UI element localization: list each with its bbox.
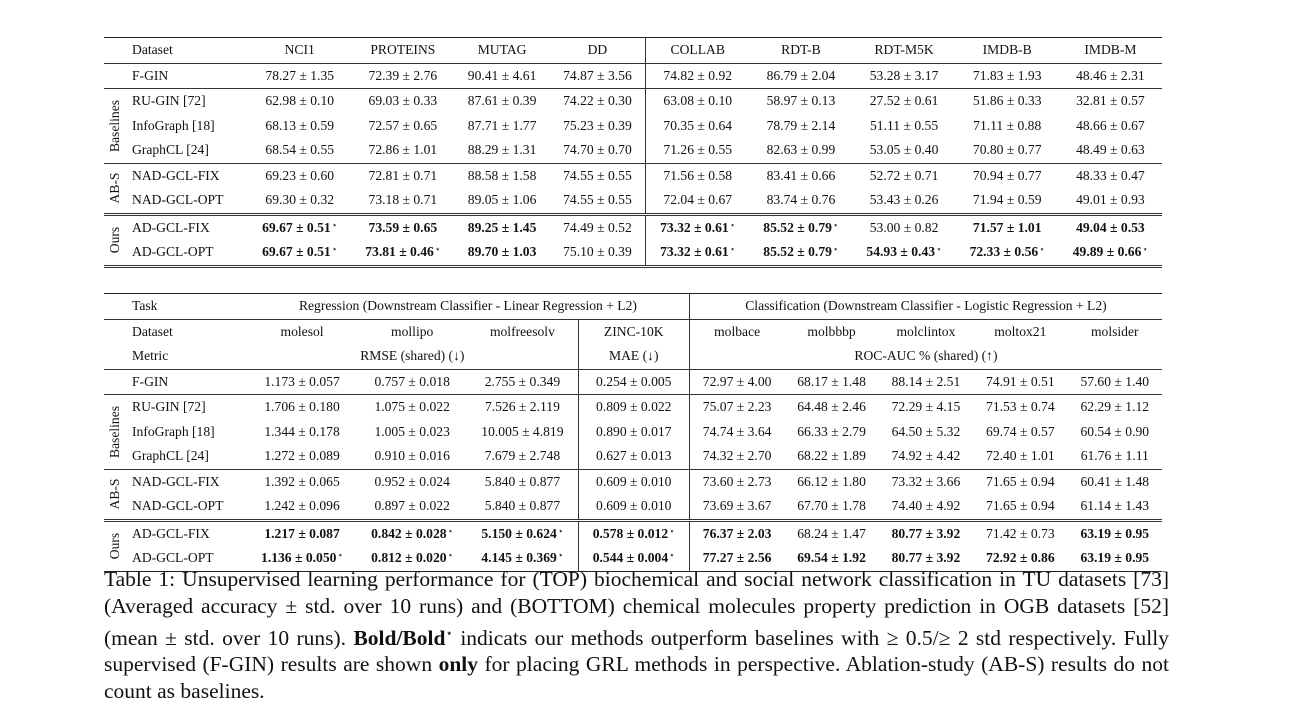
metric-cell: 1.706 ± 0.180 bbox=[264, 399, 340, 415]
metric-cell: 90.41 ± 4.61 bbox=[467, 67, 537, 83]
method-name: AD-GCL-OPT bbox=[132, 550, 214, 566]
col-header: molfreesolv bbox=[489, 323, 555, 339]
metric-cell: 71.26 ± 0.55 bbox=[646, 138, 750, 163]
metric-cell: 72.57 ± 0.65 bbox=[368, 117, 438, 133]
metric-cell: 49.04 ± 0.53 bbox=[1076, 219, 1145, 235]
metric-cell: 69.74 ± 0.57 bbox=[986, 423, 1055, 439]
metric-cell: 54.93 ± 0.43⋆ bbox=[866, 244, 942, 260]
metric-cell: 66.12 ± 1.80 bbox=[797, 473, 866, 489]
metric-cell: 72.86 ± 1.01 bbox=[368, 142, 438, 158]
col-header: mollipo bbox=[391, 323, 434, 339]
metric-cell: 83.74 ± 0.76 bbox=[766, 192, 836, 208]
table-row bbox=[104, 520, 1162, 546]
metric-cell: 80.77 ± 3.92 bbox=[891, 525, 961, 541]
metric-cell: 1.392 ± 0.065 bbox=[264, 473, 340, 489]
metric-cell: 57.60 ± 1.40 bbox=[1080, 373, 1150, 389]
star-marker: ⋆ bbox=[936, 244, 942, 255]
metric-cell: 74.74 ± 3.64 bbox=[689, 420, 784, 445]
dataset-header: Dataset bbox=[132, 42, 173, 58]
metric-cell: 72.04 ± 0.67 bbox=[646, 188, 750, 214]
metric-cell: 7.526 ± 2.119 bbox=[484, 399, 560, 415]
metric-cell: 69.67 ± 0.51⋆ bbox=[262, 244, 338, 260]
task-row bbox=[104, 294, 1162, 320]
metric-cell: 63.08 ± 0.10 bbox=[646, 89, 750, 114]
caption-bold-term: Bold/Bold bbox=[353, 625, 446, 650]
metric-cell: 74.70 ± 0.70 bbox=[563, 142, 632, 158]
col-header: molesol bbox=[280, 323, 324, 339]
group-spacer bbox=[104, 369, 126, 395]
metric-cell: 71.42 ± 0.73 bbox=[986, 525, 1055, 541]
table-row bbox=[104, 89, 1162, 114]
metric-cell: 0.812 ± 0.020⋆ bbox=[371, 550, 454, 566]
ogb-datasets-table bbox=[104, 293, 1162, 572]
metric-cell: 89.25 ± 1.45 bbox=[467, 219, 537, 235]
metric-cell: 74.55 ± 0.55 bbox=[563, 192, 632, 208]
metric-cell: 0.578 ± 0.012⋆ bbox=[578, 520, 689, 546]
metric-cell: 5.840 ± 0.877 bbox=[484, 498, 561, 514]
metric-cell: 82.63 ± 0.99 bbox=[766, 142, 836, 158]
metric-cell: 53.43 ± 0.26 bbox=[869, 192, 939, 208]
star-marker: ⋆ bbox=[1142, 244, 1149, 255]
method-name: AD-GCL-FIX bbox=[132, 219, 210, 235]
table-row bbox=[104, 114, 1162, 139]
table-row bbox=[104, 444, 1162, 469]
table-row bbox=[104, 214, 1162, 240]
method-name: GraphCL [24] bbox=[132, 142, 209, 158]
metric-cell: 5.150 ± 0.624⋆ bbox=[481, 525, 564, 541]
method-name: AD-GCL-OPT bbox=[132, 244, 214, 260]
col-header: RDT-M5K bbox=[874, 42, 934, 58]
table-row bbox=[104, 138, 1162, 163]
metric-cell: 72.81 ± 0.71 bbox=[368, 167, 438, 183]
star-marker: ⋆ bbox=[1039, 244, 1045, 255]
group-label bbox=[104, 520, 126, 571]
star-marker: ⋆ bbox=[331, 219, 338, 230]
metric-cell: 0.897 ± 0.022 bbox=[374, 498, 450, 514]
star-marker: ⋆ bbox=[729, 244, 736, 255]
metric-cell: 49.01 ± 0.93 bbox=[1076, 192, 1145, 208]
metric-cell: 74.92 ± 4.42 bbox=[891, 448, 961, 464]
metric-cell: 4.145 ± 0.369⋆ bbox=[481, 550, 564, 566]
metric-cell: 51.86 ± 0.33 bbox=[972, 93, 1042, 109]
star-marker: ⋆ bbox=[447, 550, 454, 561]
metric-cell: 74.49 ± 0.52 bbox=[563, 219, 632, 235]
dataset-row bbox=[104, 319, 1162, 344]
metric-cell: 73.32 ± 3.66 bbox=[891, 473, 961, 489]
metric-cell: 63.19 ± 0.95 bbox=[1080, 525, 1150, 541]
star-marker: ⋆ bbox=[557, 525, 564, 536]
method-name: NAD-GCL-OPT bbox=[132, 498, 224, 514]
col-header: moltox21 bbox=[994, 323, 1047, 339]
metric-cell: 88.58 ± 1.58 bbox=[467, 167, 537, 183]
method-name: RU-GIN [72] bbox=[132, 93, 206, 109]
method-name: F-GIN bbox=[132, 373, 169, 389]
metric-cell: 1.344 ± 0.178 bbox=[264, 423, 340, 439]
method-name: RU-GIN [72] bbox=[132, 399, 206, 415]
metric-cell: 0.757 ± 0.018 bbox=[374, 373, 450, 389]
col-header: molsider bbox=[1090, 323, 1139, 339]
star-marker: ⋆ bbox=[832, 219, 839, 230]
method-name: GraphCL [24] bbox=[132, 448, 209, 464]
metric-cell: 74.40 ± 4.92 bbox=[891, 498, 961, 514]
metric-cell: 87.61 ± 0.39 bbox=[467, 93, 537, 109]
metric-cell: 71.56 ± 0.58 bbox=[646, 163, 750, 188]
dataset-label: Dataset bbox=[132, 323, 173, 339]
group-label bbox=[104, 395, 126, 470]
metric-cell: 68.24 ± 1.47 bbox=[797, 525, 866, 541]
metric-cell: 78.27 ± 1.35 bbox=[265, 67, 335, 83]
metric-cell: 88.14 ± 2.51 bbox=[891, 373, 961, 389]
metric-cell: 77.27 ± 2.56 bbox=[689, 546, 784, 571]
metric-cell: 1.242 ± 0.096 bbox=[264, 498, 340, 514]
metric-cell: 68.13 ± 0.59 bbox=[265, 117, 335, 133]
metric-cell: 70.80 ± 0.77 bbox=[972, 142, 1042, 158]
metric-cell: 69.30 ± 0.32 bbox=[265, 192, 335, 208]
star-marker: ⋆ bbox=[669, 525, 675, 536]
metric-cell: 1.272 ± 0.089 bbox=[264, 448, 340, 464]
metric-cell: 74.87 ± 3.56 bbox=[563, 67, 632, 83]
table-row bbox=[104, 63, 1162, 89]
tu-datasets-table bbox=[104, 37, 1162, 268]
metric-cell: 64.50 ± 5.32 bbox=[891, 423, 961, 439]
metric-cell: 1.173 ± 0.057 bbox=[264, 373, 340, 389]
metric-cell: 75.10 ± 0.39 bbox=[563, 244, 632, 260]
metric-cell: 66.33 ± 2.79 bbox=[797, 423, 866, 439]
metric-cell: 48.49 ± 0.63 bbox=[1076, 142, 1145, 158]
col-header: IMDB-B bbox=[982, 42, 1032, 58]
metric-cell: 49.89 ± 0.66⋆ bbox=[1072, 244, 1149, 260]
method-name: F-GIN bbox=[132, 67, 169, 83]
classification-header: Classification (Downstream Classifier - Logistic Regression + L2) bbox=[689, 294, 1162, 320]
metric-cell: 72.92 ± 0.86 bbox=[986, 550, 1055, 566]
star-marker: ⋆ bbox=[337, 550, 344, 561]
metric-cell: 71.65 ± 0.94 bbox=[986, 473, 1055, 489]
metric-cell: 74.82 ± 0.92 bbox=[646, 63, 750, 89]
metric-cell: 0.609 ± 0.010 bbox=[578, 494, 689, 520]
col-header: IMDB-M bbox=[1084, 42, 1137, 58]
method-name: NAD-GCL-FIX bbox=[132, 473, 220, 489]
metric-cell: 48.46 ± 2.31 bbox=[1076, 67, 1145, 83]
metric-cell: 1.075 ± 0.022 bbox=[374, 399, 450, 415]
metric-cell: 71.53 ± 0.74 bbox=[986, 399, 1055, 415]
group-label bbox=[104, 469, 126, 520]
metric-cell: 73.60 ± 2.73 bbox=[689, 469, 784, 494]
metric-cell: 71.83 ± 1.93 bbox=[972, 67, 1042, 83]
metric-cell: 71.11 ± 0.88 bbox=[973, 117, 1042, 133]
star-marker: ⋆ bbox=[832, 244, 839, 255]
metric-cell: 72.40 ± 1.01 bbox=[986, 448, 1055, 464]
metric-cell: 72.29 ± 4.15 bbox=[891, 399, 961, 415]
metric-cell: 0.842 ± 0.028⋆ bbox=[371, 525, 454, 541]
metric-cell: 67.70 ± 1.78 bbox=[797, 498, 866, 514]
group-label-text: Ours bbox=[107, 226, 122, 254]
metric-cell: 74.22 ± 0.30 bbox=[563, 93, 632, 109]
metric-cell: 68.17 ± 1.48 bbox=[797, 373, 866, 389]
header-row bbox=[104, 38, 1162, 64]
group-label bbox=[104, 89, 126, 164]
group-label-text: Baselines bbox=[107, 405, 122, 458]
metric-cell: 68.54 ± 0.55 bbox=[265, 142, 335, 158]
metric-cell: 0.254 ± 0.005 bbox=[578, 369, 689, 395]
group-label-text: Ours bbox=[107, 532, 122, 560]
metric-cell: 0.910 ± 0.016 bbox=[374, 448, 450, 464]
caption-text: for placing GRL methods in perspective. Ablation-study (AB-S) results do not count as baselines. bbox=[104, 652, 1170, 704]
star-symbol: ⋆ bbox=[445, 625, 453, 640]
metric-cell: 60.54 ± 0.90 bbox=[1080, 423, 1150, 439]
group-label-text: AB-S bbox=[107, 172, 122, 204]
method-name: NAD-GCL-OPT bbox=[132, 192, 224, 208]
table-row bbox=[104, 188, 1162, 214]
table-row bbox=[104, 469, 1162, 494]
col-header: ZINC-10K bbox=[578, 319, 689, 344]
metric-cell: 87.71 ± 1.77 bbox=[467, 117, 537, 133]
metric-cell: 78.79 ± 2.14 bbox=[766, 117, 836, 133]
metric-cell: 60.41 ± 1.48 bbox=[1080, 473, 1150, 489]
star-marker: ⋆ bbox=[669, 550, 675, 561]
col-header: MUTAG bbox=[477, 42, 527, 58]
metric-cell: 74.91 ± 0.51 bbox=[986, 373, 1055, 389]
metric-cell: 73.18 ± 0.71 bbox=[368, 192, 438, 208]
metric-cell: 2.755 ± 0.349 bbox=[484, 373, 561, 389]
col-header: COLLAB bbox=[646, 38, 750, 64]
metric-cell: 89.70 ± 1.03 bbox=[467, 244, 537, 260]
metric-cell: 68.22 ± 1.89 bbox=[797, 448, 866, 464]
metric-cell: 80.77 ± 3.92 bbox=[891, 550, 961, 566]
metric-cell: 64.48 ± 2.46 bbox=[797, 399, 866, 415]
metric-cell: 48.33 ± 0.47 bbox=[1076, 167, 1145, 183]
star-marker: ⋆ bbox=[447, 525, 454, 536]
metric-cell: 72.97 ± 4.00 bbox=[689, 369, 784, 395]
metric-cell: 72.33 ± 0.56⋆ bbox=[969, 244, 1045, 260]
metric-cell: 1.005 ± 0.023 bbox=[374, 423, 450, 439]
metric-cell: 86.79 ± 2.04 bbox=[766, 67, 836, 83]
metric-cell: 10.005 ± 4.819 bbox=[481, 423, 564, 439]
method-name: NAD-GCL-FIX bbox=[132, 167, 220, 183]
method-name: InfoGraph [18] bbox=[132, 117, 215, 133]
metric-cell: 69.67 ± 0.51⋆ bbox=[262, 219, 338, 235]
metric-cell: 85.52 ± 0.79⋆ bbox=[763, 244, 839, 260]
star-marker: ⋆ bbox=[434, 244, 441, 255]
metric-cell: 71.94 ± 0.59 bbox=[972, 192, 1042, 208]
group-label bbox=[104, 214, 126, 266]
caption-label: Table 1: bbox=[104, 567, 176, 591]
metric-cell: 0.952 ± 0.024 bbox=[374, 473, 450, 489]
task-label: Task bbox=[132, 298, 158, 314]
metric-rmse: RMSE (shared) (↓) bbox=[360, 348, 465, 364]
metric-cell: 72.39 ± 2.76 bbox=[368, 67, 438, 83]
regression-header: Regression (Downstream Classifier - Linear Regression + L2) bbox=[298, 298, 637, 314]
metric-cell: 58.97 ± 0.13 bbox=[766, 93, 836, 109]
metric-cell: 1.136 ± 0.050⋆ bbox=[261, 550, 344, 566]
metric-cell: 69.23 ± 0.60 bbox=[265, 167, 335, 183]
metric-cell: 53.28 ± 3.17 bbox=[869, 67, 939, 83]
metric-cell: 1.217 ± 0.087 bbox=[264, 525, 340, 541]
metric-cell: 53.00 ± 0.82 bbox=[869, 219, 939, 235]
table-row bbox=[104, 420, 1162, 445]
metric-cell: 27.52 ± 0.61 bbox=[869, 93, 939, 109]
metric-cell: 75.07 ± 2.23 bbox=[689, 395, 784, 420]
table-caption bbox=[104, 566, 1169, 705]
col-header: DD bbox=[587, 42, 608, 58]
star-marker: ⋆ bbox=[331, 244, 338, 255]
table-row bbox=[104, 163, 1162, 188]
star-marker: ⋆ bbox=[557, 550, 564, 561]
metric-label: Metric bbox=[132, 348, 169, 364]
col-header: RDT-B bbox=[781, 42, 821, 58]
metric-cell: 32.81 ± 0.57 bbox=[1076, 93, 1145, 109]
group-label-text: Baselines bbox=[107, 99, 122, 152]
star-marker: ⋆ bbox=[729, 219, 736, 230]
col-header: molbbbp bbox=[807, 323, 856, 339]
metric-cell: 76.37 ± 2.03 bbox=[689, 520, 784, 546]
metric-cell: 74.32 ± 2.70 bbox=[689, 444, 784, 469]
table-row bbox=[104, 240, 1162, 266]
metric-cell: 0.609 ± 0.010 bbox=[578, 469, 689, 494]
col-header: molbace bbox=[689, 319, 784, 344]
metric-rocauc: ROC-AUC % (shared) (↑) bbox=[689, 344, 1162, 369]
metric-cell: 71.65 ± 0.94 bbox=[986, 498, 1055, 514]
metric-cell: 7.679 ± 2.748 bbox=[484, 448, 561, 464]
caption-text: Unsupervised learning performance for (TOP) biochemical and social network classification in TU datasets [73] (Averaged accuracy ± std. over 10 runs) and (BOTTOM) chemical molecules property prediction in OGB datasets [52] (mean ± std. over 10 runs). bbox=[104, 567, 1169, 650]
table-row bbox=[104, 369, 1162, 395]
metric-row bbox=[104, 344, 1162, 369]
method-name: AD-GCL-FIX bbox=[132, 525, 210, 541]
metric-mae: MAE (↓) bbox=[578, 344, 689, 369]
metric-cell: 73.32 ± 0.61⋆ bbox=[646, 240, 750, 266]
caption-only: only bbox=[438, 652, 479, 677]
metric-cell: 62.98 ± 0.10 bbox=[265, 93, 335, 109]
metric-cell: 51.11 ± 0.55 bbox=[870, 117, 939, 133]
metric-cell: 75.23 ± 0.39 bbox=[563, 117, 632, 133]
metric-cell: 70.35 ± 0.64 bbox=[646, 114, 750, 139]
metric-cell: 85.52 ± 0.79⋆ bbox=[763, 219, 839, 235]
metric-cell: 73.32 ± 0.61⋆ bbox=[646, 214, 750, 240]
metric-cell: 70.94 ± 0.77 bbox=[972, 167, 1042, 183]
metric-cell: 73.69 ± 3.67 bbox=[689, 494, 784, 520]
metric-cell: 89.05 ± 1.06 bbox=[467, 192, 537, 208]
metric-cell: 61.14 ± 1.43 bbox=[1080, 498, 1150, 514]
metric-cell: 88.29 ± 1.31 bbox=[467, 142, 537, 158]
method-name: InfoGraph [18] bbox=[132, 423, 215, 439]
metric-cell: 5.840 ± 0.877 bbox=[484, 473, 561, 489]
group-label-text: AB-S bbox=[107, 478, 122, 510]
metric-cell: 61.76 ± 1.11 bbox=[1080, 448, 1149, 464]
metric-cell: 52.72 ± 0.71 bbox=[869, 167, 939, 183]
metric-cell: 71.57 ± 1.01 bbox=[972, 219, 1042, 235]
col-header: molclintox bbox=[896, 323, 956, 339]
metric-cell: 48.66 ± 0.67 bbox=[1076, 117, 1145, 133]
col-header: PROTEINS bbox=[370, 42, 436, 58]
metric-cell: 62.29 ± 1.12 bbox=[1080, 399, 1150, 415]
table-row bbox=[104, 395, 1162, 420]
metric-cell: 74.55 ± 0.55 bbox=[563, 167, 632, 183]
group-spacer bbox=[104, 63, 126, 89]
metric-cell: 0.627 ± 0.013 bbox=[578, 444, 689, 469]
metric-cell: 73.81 ± 0.46⋆ bbox=[365, 244, 441, 260]
metric-cell: 0.544 ± 0.004⋆ bbox=[578, 546, 689, 571]
table-row bbox=[104, 494, 1162, 520]
col-header: NCI1 bbox=[284, 42, 315, 58]
metric-cell: 63.19 ± 0.95 bbox=[1080, 550, 1150, 566]
group-label bbox=[104, 163, 126, 214]
metric-cell: 73.59 ± 0.65 bbox=[368, 219, 438, 235]
metric-cell: 83.41 ± 0.66 bbox=[766, 167, 836, 183]
caption-text: indicats our methods outperform baselines with ≥ 0.5/≥ 2 std respectively. Fully supervised (F-GIN) results are shown bbox=[104, 625, 1170, 677]
metric-cell: 69.03 ± 0.33 bbox=[368, 93, 438, 109]
metric-cell: 0.809 ± 0.022 bbox=[578, 395, 689, 420]
metric-cell: 0.890 ± 0.017 bbox=[578, 420, 689, 445]
metric-cell: 69.54 ± 1.92 bbox=[797, 550, 866, 566]
metric-cell: 53.05 ± 0.40 bbox=[869, 142, 939, 158]
